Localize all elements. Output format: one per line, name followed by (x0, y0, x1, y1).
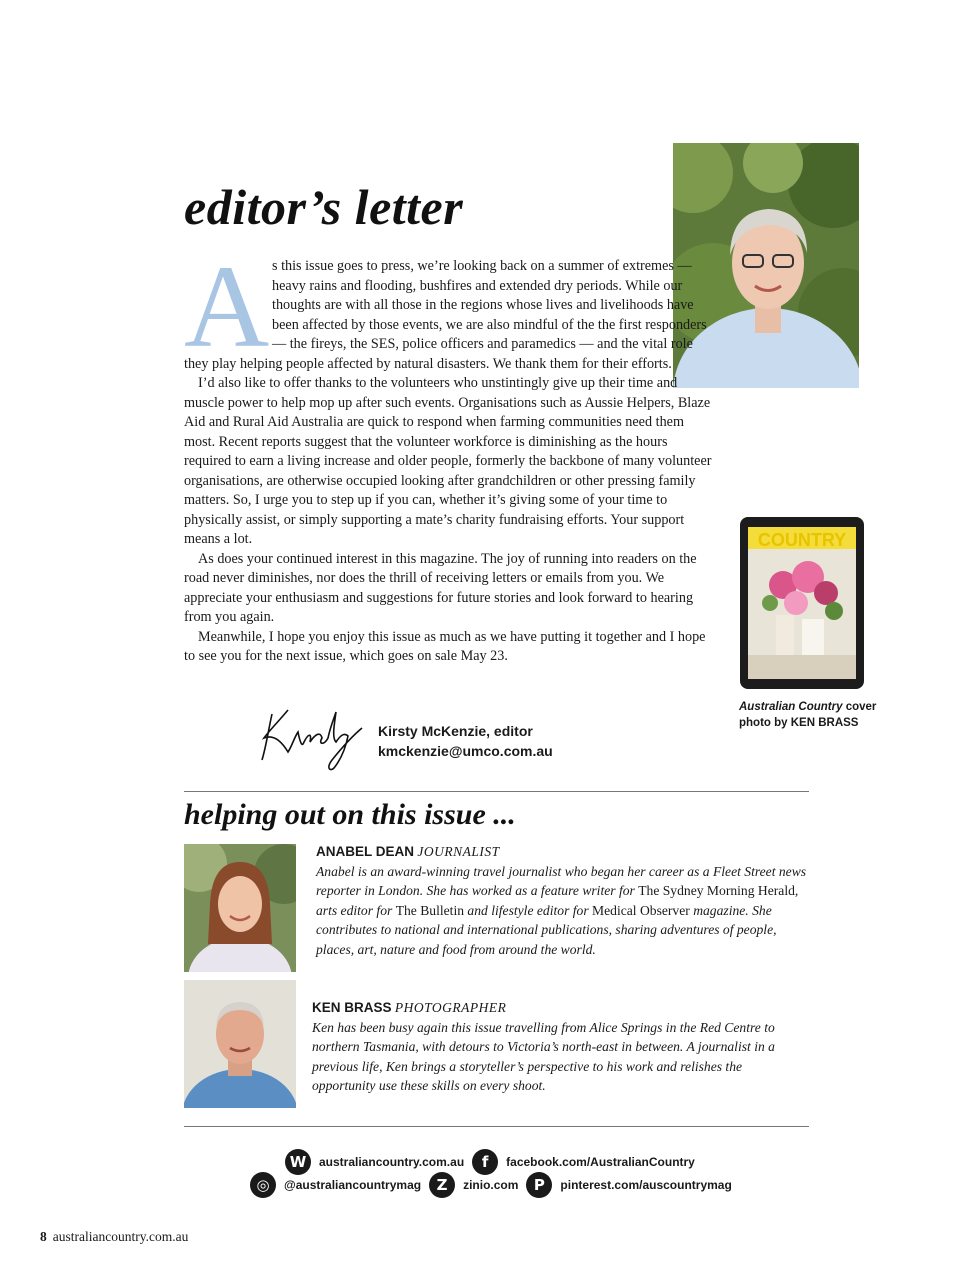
cover-masthead: COUNTRY (757, 530, 847, 550)
editor-signature (258, 702, 366, 776)
website-link[interactable]: W australiancountry.com.au (285, 1149, 464, 1175)
divider (184, 1126, 809, 1127)
contributor-name: KEN BRASS (312, 1000, 392, 1015)
letter-paragraph: Meanwhile, I hope you enjoy this issue as much as we have putting it together and I hope to see you for the next issue, which goes on sale May 23. (184, 628, 706, 664)
cover-tablet-image (738, 515, 866, 691)
drop-cap: A (184, 241, 270, 372)
facebook-link[interactable]: f facebook.com/AustralianCountry (472, 1149, 695, 1175)
contributor-anabel-dean (316, 842, 811, 959)
helping-heading: helping out on this issue ... (184, 798, 516, 831)
pinterest-link[interactable]: P pinterest.com/auscountrymag (526, 1172, 731, 1198)
contributor-bio: Ken has been busy again this issue travelling from Alice Springs in the Red Centre to northern Tasmania, with detours to Victoria’s north-east in between. A journalist in a previous life, Ken brings a storyteller’s perspective to his work and relishes the opportunity use these skills on every shoot. (312, 1019, 775, 1093)
contributor-bio: Anabel is an award-winning travel journalist who began her career as a Fleet Street news reporter in London. She has worked as a feature writer for The Sydney Morning Herald, arts editor for The Bulletin and lifestyle editor for Medical Observer magazine. She contributes to national and international publications, sharing adventures of people, places, art, nature and food from around the world. (316, 863, 807, 957)
facebook-icon: f (472, 1149, 498, 1175)
website-icon: W (285, 1149, 311, 1175)
footer-site: australiancountry.com.au (52, 1229, 189, 1244)
letter-paragraph: s this issue goes to press, we’re looking back on a summer of extremes — heavy rains and flooding, bushfires and extended dry periods. While our thoughts are with all those in the regions whose lives and livelihoods have been affected by those events, we are also mindful of the the first responders — the fireys, the SES, police officers and paramedics — and the vital role they play helping people affected by natural disasters. We thank them for their efforts. (184, 258, 707, 372)
social-links-row-2 (250, 1172, 740, 1198)
ken-brass-photo (184, 980, 296, 1108)
contributor-name: ANABEL DEAN (316, 844, 415, 859)
zinio-link[interactable]: Z zinio.com (429, 1172, 518, 1198)
page-footer (40, 1229, 188, 1245)
editor-signoff (378, 721, 553, 761)
pinterest-icon: P (526, 1172, 552, 1198)
signature-text: Kirsty (258, 775, 261, 776)
contributor-role: JOURNALIST (417, 844, 500, 859)
contributor-ken-brass (312, 998, 807, 1096)
divider (184, 791, 809, 792)
letter-paragraph: I’d also like to offer thanks to the volunteers who unstintingly give up their time and muscle power to help mop up after such events. Organisations such as Aussie Helpers, Blaze Aid and Rural Aid Australia are quick to respond when farming communities need them most. Recent reports suggest that the volunteer workforce is diminishing as the hours required to earn a living increase and older people, formerly the backbone of many volunteer organisations, are otherwise occupied looking after grandchildren or other pressing family matters. So, I urge you to step up if you can, whether it’s giving some of your time to physically assist, or simply supporting a mate’s charity fundraising efforts. Your support means a lot. (184, 375, 712, 547)
page-number: 8 (40, 1229, 47, 1244)
contributor-role: PHOTOGRAPHER (394, 1000, 507, 1015)
zinio-icon: Z (429, 1172, 455, 1198)
cover-caption: Australian Country cover photo by KEN BRASS (739, 701, 877, 729)
anabel-dean-photo (184, 844, 296, 972)
page-title: editor’s letter (184, 179, 464, 235)
editor-name: Kirsty McKenzie, editor (378, 723, 533, 739)
instagram-icon: ◎ (250, 1172, 276, 1198)
letter-paragraph: As does your continued interest in this magazine. The joy of running into readers on the road never diminishes, nor does the thrill of receiving letters or emails from you. We appreciate your enthusiasm and suggestions for future stories and look forward to hearing from you again. (184, 550, 697, 625)
editor-email[interactable]: kmckenzie@umco.com.au (378, 743, 553, 759)
letter-body (184, 241, 714, 667)
instagram-link[interactable]: ◎ @australiancountrymag (250, 1172, 421, 1198)
